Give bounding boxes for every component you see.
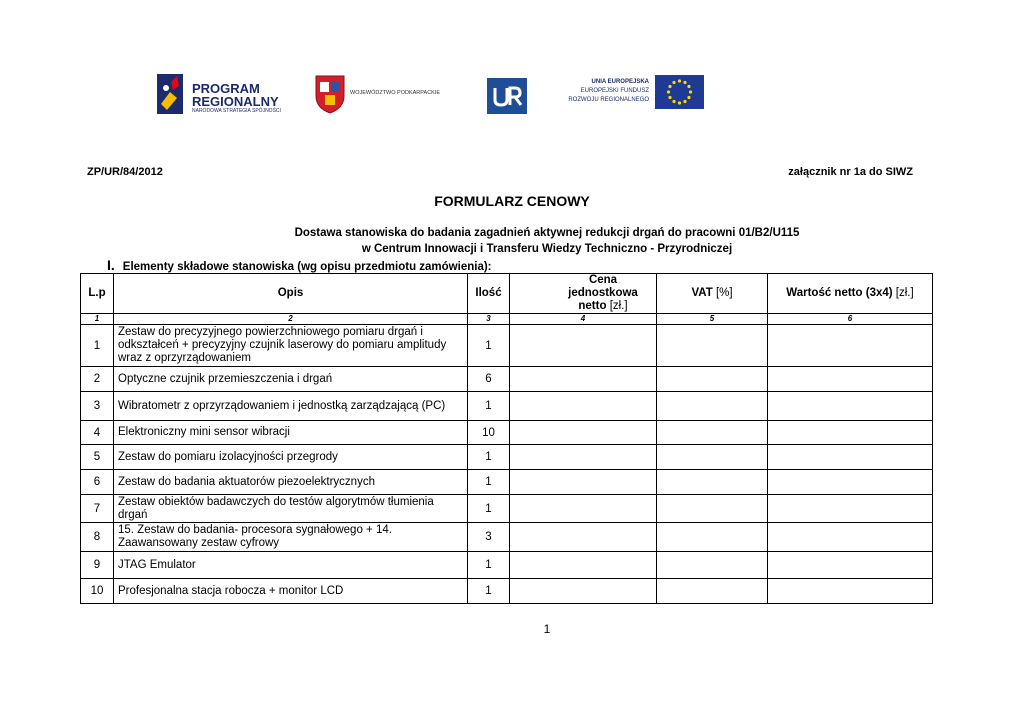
wojewodztwo-logo-text: WOJEWÓDZTWO PODKARPACKIE — [350, 90, 441, 96]
row-opis: Wibratometr z oprzyrządowaniem i jednostką zarządzającą (PC) — [114, 392, 468, 421]
eu-logo-text — [563, 78, 649, 105]
row-lp: 2 — [81, 367, 114, 392]
row-wartosc-cell — [768, 579, 933, 604]
row-cena-cell — [510, 392, 657, 421]
row-vat-cell — [657, 445, 768, 470]
table-header-row — [81, 274, 933, 314]
row-ilosc: 1 — [468, 579, 510, 604]
eu-logo-line2: EUROPEJSKI FUNDUSZ — [580, 88, 649, 94]
logo-bar — [0, 70, 1024, 120]
row-cena-cell — [510, 470, 657, 495]
column-index: 3 — [468, 314, 510, 325]
header-cena-label: Cena jednostkowa netto — [568, 274, 638, 312]
row-wartosc-cell — [768, 392, 933, 421]
column-index: 2 — [114, 314, 468, 325]
column-index: 6 — [768, 314, 933, 325]
row-wartosc-cell — [768, 523, 933, 552]
table-row — [81, 495, 933, 523]
row-lp: 5 — [81, 445, 114, 470]
row-lp: 8 — [81, 523, 114, 552]
row-cena-cell — [510, 552, 657, 579]
header-cena — [510, 274, 657, 314]
row-ilosc: 10 — [468, 421, 510, 445]
table-row — [81, 325, 933, 367]
table-row — [81, 579, 933, 604]
program-logo-line3: NARODOWA STRATEGIA SPÓJNOŚCI — [192, 108, 281, 114]
row-ilosc: 3 — [468, 523, 510, 552]
row-vat-cell — [657, 523, 768, 552]
eu-logo-line1: UNIA EUROPEJSKA — [591, 79, 649, 85]
row-wartosc-cell — [768, 445, 933, 470]
table-row — [81, 523, 933, 552]
row-vat-cell — [657, 421, 768, 445]
header-cena-unit: [zł.] — [609, 300, 628, 312]
row-wartosc-cell — [768, 325, 933, 367]
subtitle-line1: Dostawa stanowiska do badania zagadnień aktywnej redukcji drgań do pracowni 01/B2/U115 — [294, 227, 800, 239]
header-vat-unit: [%] — [715, 287, 733, 299]
page-number: 1 — [543, 622, 551, 636]
row-lp: 7 — [81, 495, 114, 523]
document-subtitle — [0, 225, 1024, 257]
row-ilosc: 1 — [468, 470, 510, 495]
program-logo-line1: PROGRAM — [192, 81, 260, 96]
section-heading — [107, 257, 492, 273]
university-logo-icon — [487, 78, 527, 114]
row-cena-cell — [510, 445, 657, 470]
column-index: 4 — [510, 314, 657, 325]
table-row — [81, 470, 933, 495]
row-opis: Profesjonalna stacja robocza + monitor LCD — [114, 579, 468, 604]
header-opis: Opis — [114, 274, 468, 314]
row-lp: 4 — [81, 421, 114, 445]
row-ilosc: 1 — [468, 552, 510, 579]
row-lp: 9 — [81, 552, 114, 579]
row-wartosc-cell — [768, 470, 933, 495]
row-ilosc: 1 — [468, 495, 510, 523]
row-cena-cell — [510, 523, 657, 552]
section-number: I. — [107, 257, 115, 273]
podkarpackie-crest-icon — [314, 74, 346, 114]
row-opis: Zestaw obiektów badawczych do testów algorytmów tłumienia drgań — [114, 495, 468, 523]
row-opis: JTAG Emulator — [114, 552, 468, 579]
header-vat-label: VAT — [691, 287, 713, 299]
row-ilosc: 1 — [468, 325, 510, 367]
row-lp: 6 — [81, 470, 114, 495]
header-wartosc — [768, 274, 933, 314]
row-opis: Elektroniczny mini sensor wibracji — [114, 421, 468, 445]
row-lp: 10 — [81, 579, 114, 604]
column-index-row — [81, 314, 933, 325]
eu-logo-line3: ROZWOJU REGIONALNEGO — [568, 97, 649, 103]
row-wartosc-cell — [768, 367, 933, 392]
row-opis: Zestaw do precyzyjnego powierzchniowego pomiaru drgań i odkształceń + precyzyjny czujnik laserowy do pomiaru amplitudy wraz z oprzyrządowaniem — [114, 325, 468, 367]
row-wartosc-cell — [768, 552, 933, 579]
row-opis: 15. Zestaw do badania- procesora sygnałowego + 14. Zaawansowany zestaw cyfrowy — [114, 523, 468, 552]
row-cena-cell — [510, 495, 657, 523]
row-opis: Optyczne czujnik przemieszczenia i drgań — [114, 367, 468, 392]
attachment-label: załącznik nr 1a do SIWZ — [788, 166, 913, 178]
row-cena-cell — [510, 579, 657, 604]
table-row — [81, 367, 933, 392]
row-vat-cell — [657, 579, 768, 604]
row-vat-cell — [657, 495, 768, 523]
row-ilosc: 1 — [468, 445, 510, 470]
row-vat-cell — [657, 552, 768, 579]
row-lp: 3 — [81, 392, 114, 421]
row-lp: 1 — [81, 325, 114, 367]
row-cena-cell — [510, 325, 657, 367]
table-row — [81, 445, 933, 470]
document-title: FORMULARZ CENOWY — [434, 193, 590, 209]
table-row — [81, 392, 933, 421]
row-vat-cell — [657, 470, 768, 495]
header-lp: L.p — [81, 274, 114, 314]
row-cena-cell — [510, 421, 657, 445]
column-index: 1 — [81, 314, 114, 325]
row-wartosc-cell — [768, 421, 933, 445]
row-ilosc: 1 — [468, 392, 510, 421]
row-vat-cell — [657, 325, 768, 367]
header-ilosc: Ilość — [468, 274, 510, 314]
row-cena-cell — [510, 367, 657, 392]
header-vat — [657, 274, 768, 314]
program-logo-line2: REGIONALNY — [192, 94, 279, 109]
program-regionalny-logo-icon — [157, 74, 183, 114]
column-index: 5 — [657, 314, 768, 325]
header-wartosc-label: Wartość netto (3x4) — [786, 287, 893, 299]
row-opis: Zestaw do badania aktuatorów piezoelektrycznych — [114, 470, 468, 495]
header-wartosc-unit: [zł.] — [895, 287, 914, 299]
table-row — [81, 552, 933, 579]
price-table — [80, 273, 933, 604]
section-title: Elementy składowe stanowiska (wg opisu przedmiotu zamówienia): — [122, 261, 492, 273]
row-vat-cell — [657, 367, 768, 392]
subtitle-line2: w Centrum Innowacji i Transferu Wiedzy Techniczno - Przyrodniczej — [361, 243, 733, 255]
row-opis: Zestaw do pomiaru izolacyjności przegrody — [114, 445, 468, 470]
document-reference: ZP/UR/84/2012 — [87, 166, 163, 178]
row-wartosc-cell — [768, 495, 933, 523]
row-vat-cell — [657, 392, 768, 421]
eu-flag-icon — [655, 75, 704, 109]
row-ilosc: 6 — [468, 367, 510, 392]
table-row — [81, 421, 933, 445]
